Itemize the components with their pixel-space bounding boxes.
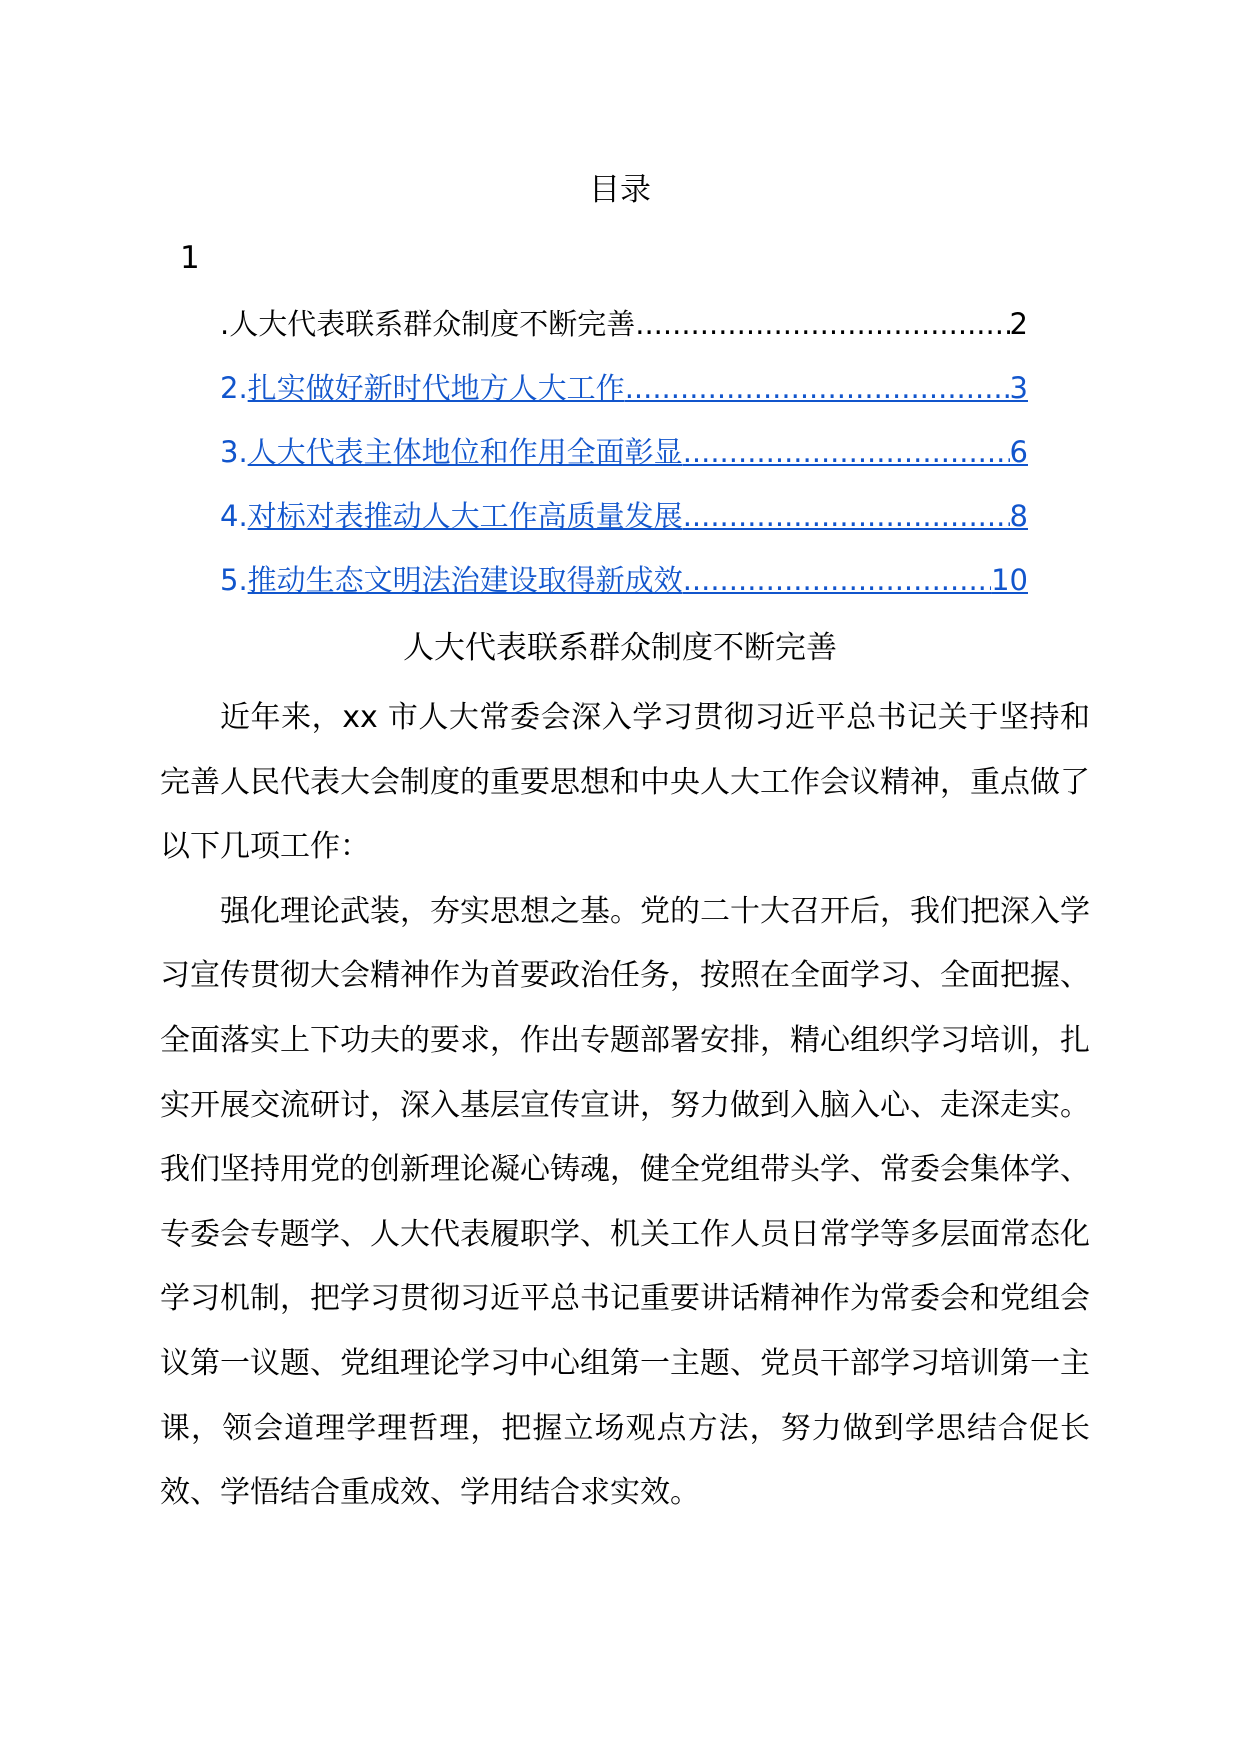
toc-entry-link[interactable]: 扎实做好新时代地方人大工作 [247,371,625,405]
toc-leader-dots [635,304,1009,344]
table-of-contents [220,304,1028,624]
section-title: 人大代表联系群众制度不断完善 [403,630,837,666]
toc-entry-3[interactable] [220,432,1028,496]
toc-leader-dots [625,368,1010,408]
toc-entry-1[interactable] [220,304,1028,368]
toc-entry-5[interactable] [220,560,1028,624]
toc-entry-link[interactable]: 对标对表推动人大工作高质量发展 [247,499,683,533]
toc-leader-dots [683,496,1010,536]
toc-entry-label: .人大代表联系群众制度不断完善 [220,307,636,341]
section-body [160,686,1090,1526]
toc-leader-dots [683,432,1010,472]
toc-entry-page[interactable]: 10 [991,563,1028,597]
toc-entry-4[interactable] [220,496,1028,560]
toc-leader-dots [683,560,991,600]
toc-entry-2[interactable] [220,368,1028,432]
paragraph: 强化理论武装，夯实思想之基。党的二十大召开后，我们把深入学习宣传贯彻大会精神作为首要政治任务，按照在全面学习、全面把握、全面落实上下功夫的要求，作出专题部署安排，精心组织学习培训，扎实开展交流研讨，深入基层宣传宣讲，努力做到入脑入心、走深走实。我们坚持用党的创新理论凝心铸魂，健全党组带头学、常委会集体学、专委会专题学、人大代表履职学、机关工作人员日常学等多层面常态化学习机制，把学习贯彻习近平总书记重要讲话精神作为常委会和党组会议第一议题、党组理论学习中心组第一主题、党员干部学习培训第一主课，领会道理学理哲理，把握立场观点方法，努力做到学思结合促长效、学悟结合重成效、学用结合求实效。 [160,893,1090,1511]
toc-entry-number: 5. [220,563,248,597]
toc-entry-number: 2. [220,371,248,405]
toc-entry-number: 4. [220,499,248,533]
toc-entry-page[interactable]: 6 [1009,435,1028,469]
paragraph: 近年来，xx 市人大常委会深入学习贯彻习近平总书记关于坚持和完善人民代表大会制度的重要思想和中央人大工作会议精神，重点做了以下几项工作： [160,700,1090,865]
toc-entry-page[interactable]: 8 [1009,499,1028,533]
toc-entry-page: 2 [1009,307,1028,341]
toc-first-number: 1 [180,240,200,276]
toc-title: 目录 [589,172,651,208]
toc-entry-page[interactable]: 3 [1009,371,1028,405]
toc-entry-link[interactable]: 推动生态文明法治建设取得新成效 [247,563,683,597]
toc-entry-link[interactable]: 人大代表主体地位和作用全面彰显 [247,435,683,469]
toc-entry-number: 3. [220,435,248,469]
